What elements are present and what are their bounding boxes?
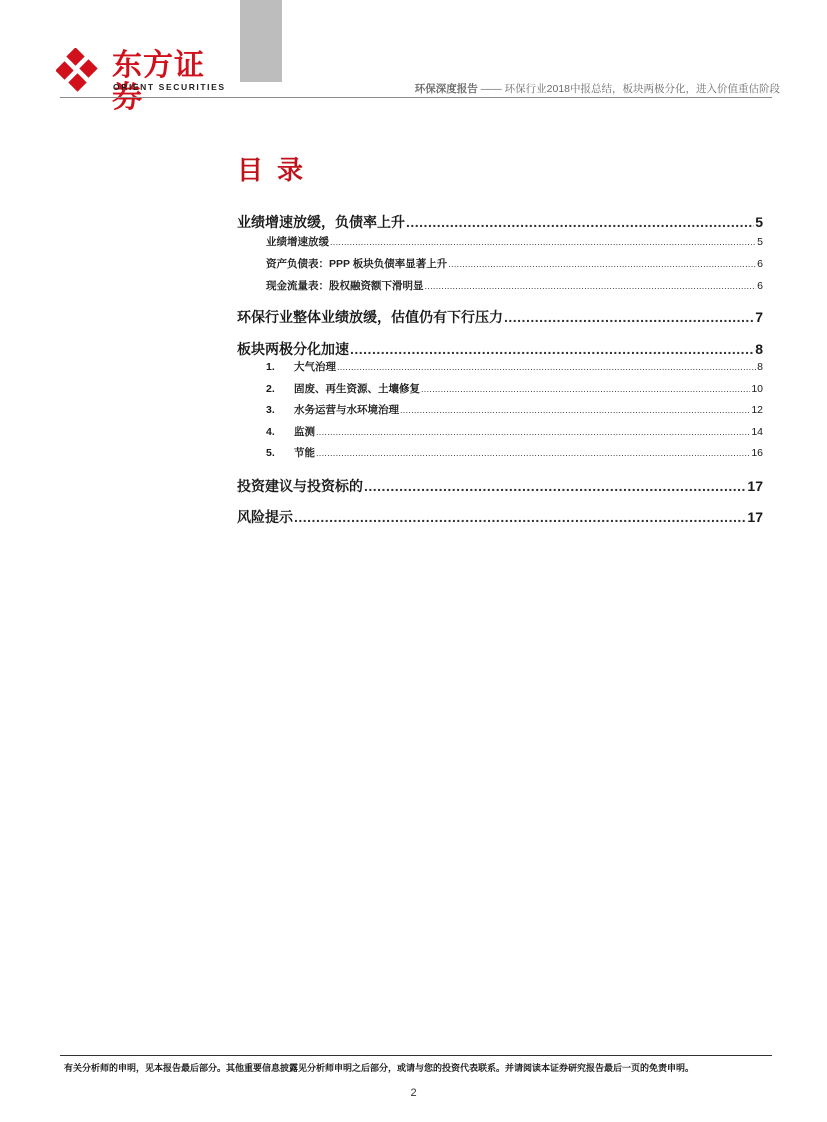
toc-subentry[interactable]	[266, 279, 763, 293]
toc-subentry[interactable]	[266, 382, 763, 396]
header-divider	[60, 97, 772, 98]
toc-page-number: 17	[747, 478, 763, 494]
logo-chinese-name: 东方证券	[112, 48, 205, 115]
toc-page-number: 5	[755, 214, 763, 230]
report-category: 环保深度报告	[414, 83, 478, 95]
toc-page-number: 8	[755, 341, 763, 357]
toc-page-number: 6	[757, 258, 763, 270]
toc-entry-label: 大气治理	[294, 361, 336, 373]
toc-subentry[interactable]	[266, 257, 763, 271]
toc-entry-label: 水务运营与水环境治理	[294, 404, 399, 416]
toc-entry[interactable]	[237, 339, 763, 359]
header-separator: ——	[480, 83, 502, 95]
toc-page-number: 10	[751, 383, 763, 395]
logo-mark-icon	[56, 48, 104, 94]
toc-subentry[interactable]	[266, 360, 763, 374]
toc-entry-label: 板块两极分化加速	[237, 341, 349, 357]
toc-leader-dots	[294, 507, 746, 527]
toc-entry-label: 投资建议与投资标的	[237, 478, 363, 494]
toc-page-number: 16	[751, 447, 763, 459]
toc-leader-dots	[337, 360, 756, 374]
toc-leader-dots	[425, 279, 757, 293]
toc-page-number: 17	[747, 509, 763, 525]
toc-page-number: 8	[757, 361, 763, 373]
toc-entry[interactable]	[237, 507, 763, 527]
toc-leader-dots	[504, 307, 754, 327]
toc-entry-label: 环保行业整体业绩放缓，估值仍有下行压力	[237, 309, 503, 325]
toc-entry-label: 监测	[294, 426, 315, 438]
toc-entry-number: 2.	[266, 383, 275, 395]
toc-entry[interactable]	[237, 476, 763, 496]
toc-subentry[interactable]	[266, 425, 763, 439]
report-title: 环保行业2018中报总结，板块两极分化，进入价值重估阶段	[504, 83, 780, 95]
toc-entry-number: 1.	[266, 361, 275, 373]
toc-entry-label: 资产负债表：PPP 板块负债率显著上升	[266, 258, 448, 270]
toc-entry-number: 3.	[266, 404, 275, 416]
page-number: 2	[410, 1087, 417, 1099]
toc-leader-dots	[406, 212, 754, 232]
report-header	[415, 83, 780, 95]
toc-subentry[interactable]	[266, 446, 763, 460]
toc-entry-label: 风险提示	[237, 509, 293, 525]
toc-entry-number: 5.	[266, 447, 275, 459]
toc-entry[interactable]	[237, 212, 763, 232]
logo-english-name: ORIENT SECURITIES	[113, 82, 226, 92]
toc-subentry[interactable]	[266, 403, 763, 417]
toc-entry-number: 4.	[266, 426, 275, 438]
toc-entry[interactable]	[237, 307, 763, 327]
company-logo	[56, 48, 226, 115]
toc-entry-label: 业绩增速放缓	[266, 236, 329, 248]
toc-leader-dots	[364, 476, 746, 496]
toc-title: 目录	[237, 156, 318, 186]
toc-leader-dots	[316, 425, 750, 439]
toc-page-number: 6	[757, 280, 763, 292]
footer-divider	[60, 1055, 772, 1056]
toc-leader-dots	[448, 257, 756, 271]
toc-page-number: 5	[757, 236, 763, 248]
toc-leader-dots	[350, 339, 754, 359]
toc-entry-label: 现金流量表：股权融资额下滑明显	[266, 280, 424, 292]
toc-page-number: 7	[755, 309, 763, 325]
footer-disclaimer: 有关分析师的申明，见本报告最后部分。其他重要信息披露见分析师申明之后部分，或请与您的投资代表联系。并请阅读本证券研究报告最后一页的免责申明。	[64, 1063, 695, 1073]
toc-subentry[interactable]	[266, 235, 763, 249]
toc-leader-dots	[421, 382, 750, 396]
toc-leader-dots	[330, 235, 756, 249]
toc-leader-dots	[316, 446, 750, 460]
toc-page-number: 14	[751, 426, 763, 438]
toc-entry-label: 节能	[294, 447, 315, 459]
toc-entry-label: 业绩增速放缓，负债率上升	[237, 214, 405, 230]
header-gray-tab	[240, 0, 282, 82]
toc-entry-label: 固废、再生资源、土壤修复	[294, 383, 420, 395]
toc-leader-dots	[400, 403, 750, 417]
toc-page-number: 12	[751, 404, 763, 416]
